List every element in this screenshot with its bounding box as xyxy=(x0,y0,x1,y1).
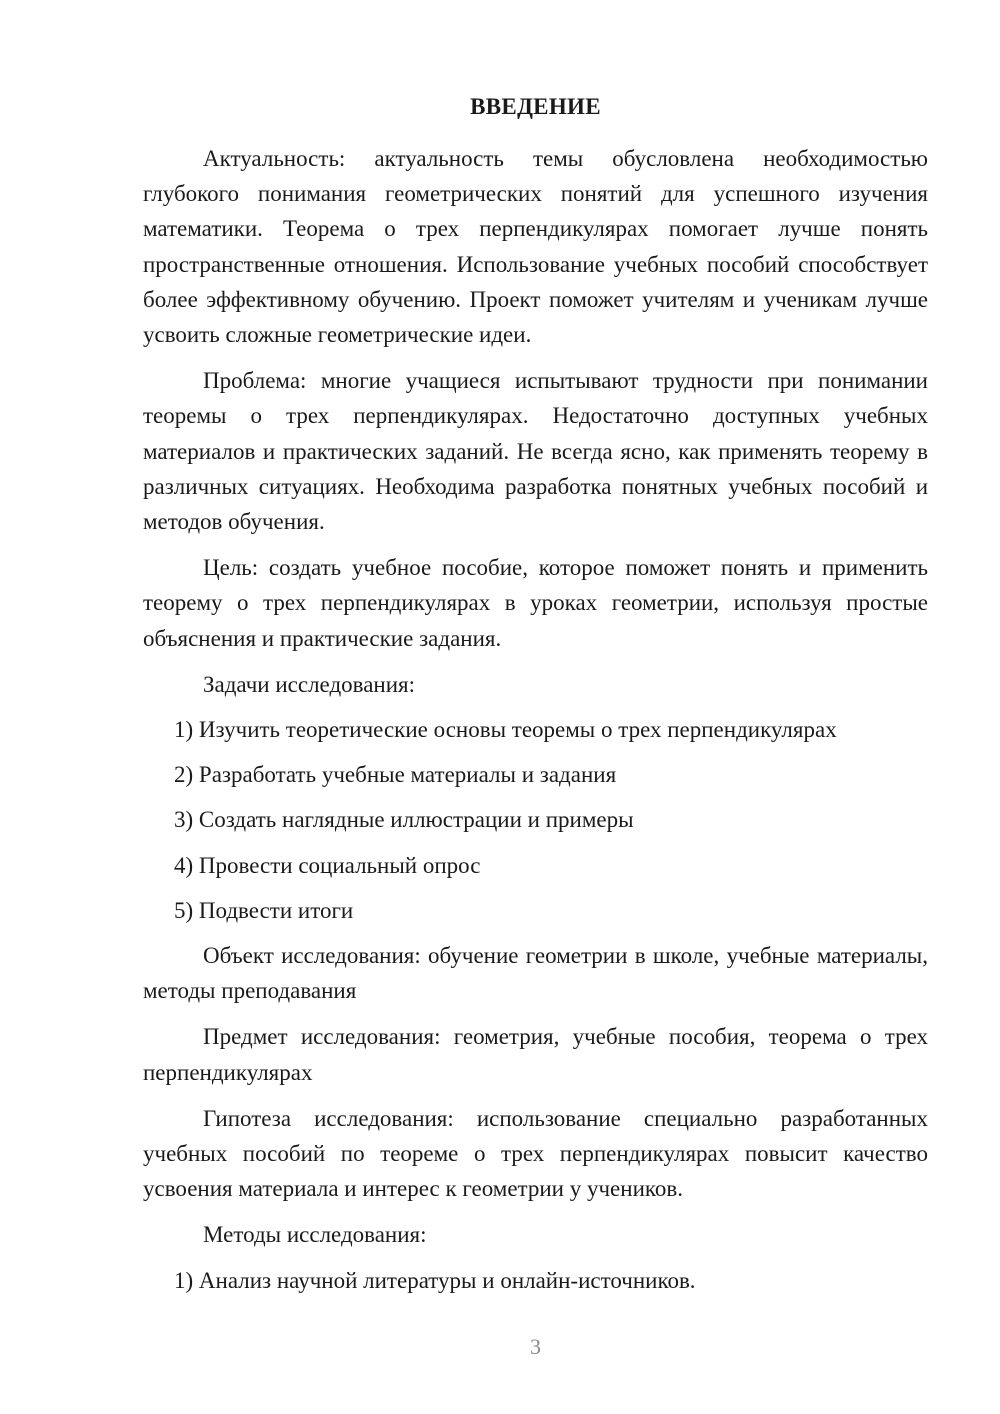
task-item: 4) Провести социальный опрос xyxy=(174,852,481,878)
object-paragraph: Объект исследования: обучение геометрии в школе, учебные материалы, методы преподавания xyxy=(143,943,928,1004)
methods-heading: Методы исследования: xyxy=(203,1222,427,1248)
goal-paragraph: Цель: создать учебное пособие, которое поможет понять и применить теорему о трех перпендикулярах в уроках геометрии, используя простые объяснения и практические задания. xyxy=(143,555,928,651)
problem-paragraph: Проблема: многие учащиеся испытывают трудности при понимании теоремы о трех перпендикулярах. Недостаточно доступных учебных материалов и практических заданий. Не всегда ясно, как применять теорему в различных ситуациях. Необходима разработка понятных учебных пособий и методов обучения. xyxy=(143,368,928,535)
page-number: 3 xyxy=(530,1334,541,1359)
task-item: 3) Создать наглядные иллюстрации и примеры xyxy=(174,807,634,833)
tasks-heading: Задачи исследования: xyxy=(203,671,416,697)
task-item: 5) Подвести итоги xyxy=(174,897,354,923)
relevance-paragraph: Актуальность: актуальность темы обусловлена необходимостью глубокого понимания геометрических понятий для успешного изучения математики. Теорема о трех перпендикулярах помогает лучше понять пространственные отношения. Использование учебных пособий способствует более эффективному обучению. Проект поможет учителям и ученикам лучше усвоить сложные геометрические идеи. xyxy=(143,146,928,348)
task-item: 1) Изучить теоретические основы теоремы о трех перпендикулярах xyxy=(174,717,837,743)
document-body xyxy=(143,141,928,1308)
hypothesis-paragraph: Гипотеза исследования: использование специально разработанных учебных пособий по теореме о трех перпендикулярах повысит качество усвоения материала и интерес к геометрии у учеников. xyxy=(143,1105,928,1202)
document-page xyxy=(143,0,928,1414)
subject-paragraph: Предмет исследования: геометрия, учебные пособия, теорема о трех перпендикулярах xyxy=(143,1024,928,1085)
method-item: 1) Анализ научной литературы и онлайн-источников. xyxy=(174,1267,696,1293)
page-title: ВВЕДЕНИЕ xyxy=(470,94,601,119)
task-item: 2) Разработать учебные материалы и задания xyxy=(174,762,617,788)
